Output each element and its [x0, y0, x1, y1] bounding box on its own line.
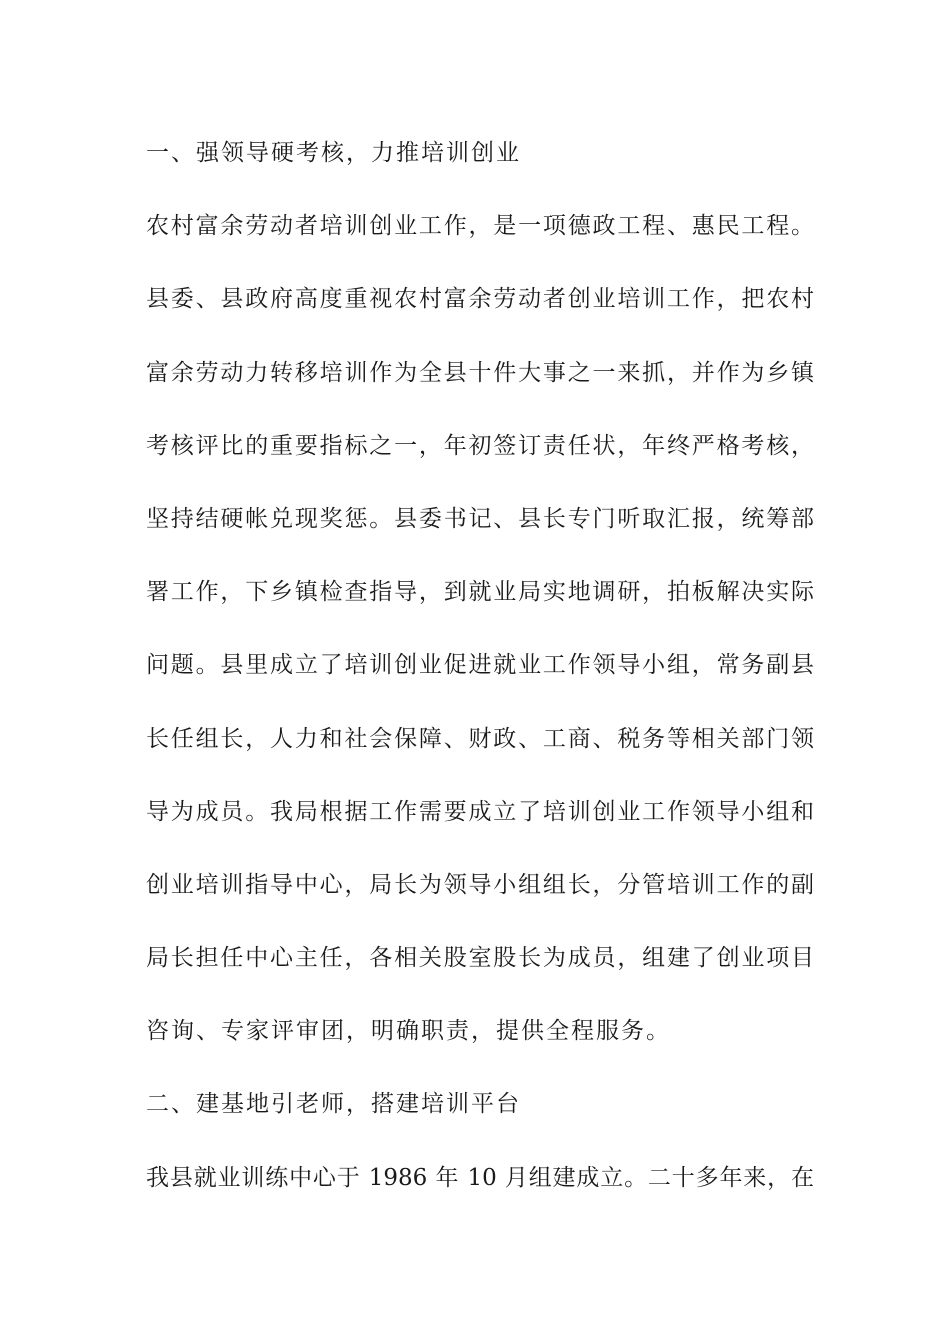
paragraph-line: 导为成员。我局根据工作需要成立了培训创业工作领导小组和 — [146, 798, 814, 825]
paragraph-line: 创业培训指导中心，局长为领导小组组长，分管培训工作的副 — [146, 871, 814, 898]
section-heading-1: 一、强领导硬考核，力推培训创业 — [146, 140, 521, 166]
paragraph-line: 富余劳动力转移培训作为全县十件大事之一来抓，并作为乡镇 — [146, 359, 814, 386]
paragraph-line: 局长担任中心主任，各相关股室股长为成员，组建了创业项目 — [146, 945, 814, 972]
section-heading-2: 二、建基地引老师，搭建培训平台 — [146, 1091, 521, 1118]
paragraph-line: 考核评比的重要指标之一，年初签订责任状，年终严格考核， — [146, 432, 814, 459]
paragraph-line: 长任组长，人力和社会保障、财政、工商、税务等相关部门领 — [146, 725, 814, 752]
paragraph-line: 署工作，下乡镇检查指导，到就业局实地调研，拍板解决实际 — [146, 579, 814, 606]
paragraph-line: 我县就业训练中心于 1986 年 10 月组建成立。二十多年来，在 — [146, 1164, 814, 1191]
paragraph-line: 咨询、专家评审团，明确职责，提供全程服务。 — [146, 1018, 671, 1045]
document-body — [146, 128, 814, 1226]
paragraph-line: 县委、县政府高度重视农村富余劳动者创业培训工作，把农村 — [146, 286, 814, 313]
paragraph-line: 坚持结硬帐兑现奖惩。县委书记、县长专门听取汇报，统筹部 — [146, 505, 814, 532]
paragraph-line: 农村富余劳动者培训创业工作，是一项德政工程、惠民工程。 — [146, 213, 814, 240]
paragraph-line: 问题。县里成立了培训创业促进就业工作领导小组，常务副县 — [146, 652, 814, 679]
